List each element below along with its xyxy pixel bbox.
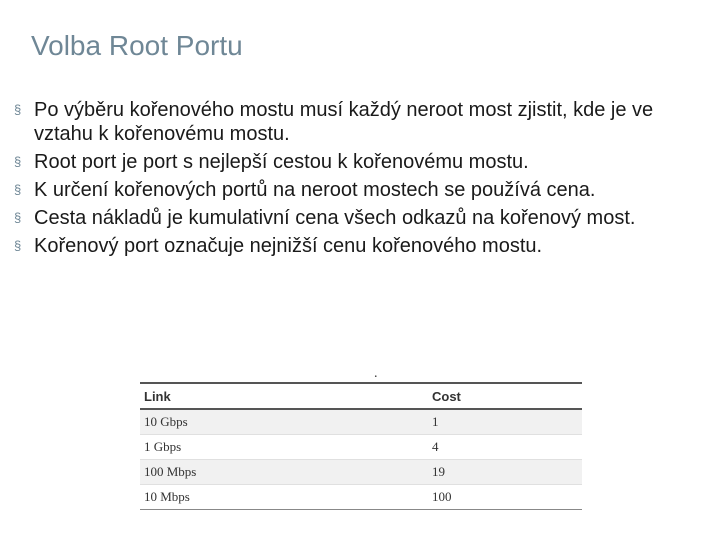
- bullet-item: [14, 234, 714, 258]
- bullet-marker-icon: §: [14, 182, 22, 197]
- table-row: [140, 409, 582, 435]
- bullet-marker-icon: §: [14, 154, 22, 169]
- cell-link: 10 Gbps: [140, 409, 428, 435]
- cost-table: [140, 382, 582, 510]
- cost-table-figure: [140, 366, 582, 520]
- bullet-list: [14, 98, 714, 262]
- cell-link: 100 Mbps: [140, 460, 428, 485]
- cell-cost: 4: [428, 435, 582, 460]
- bullet-item: [14, 178, 714, 202]
- bullet-marker-icon: §: [14, 102, 22, 117]
- table-dot-mark: .: [374, 366, 378, 381]
- bullet-text: Po výběru kořenového mostu musí každý neroot most zjistit, kde je ve vztahu k kořenovému mostu.: [34, 99, 654, 145]
- cell-cost: 100: [428, 485, 582, 510]
- bullet-text: Root port je port s nejlepší cestou k kořenovému mostu.: [34, 151, 529, 173]
- table-row: [140, 435, 582, 460]
- header-link: Link: [140, 383, 428, 409]
- bullet-marker-icon: §: [14, 210, 22, 225]
- header-cost: Cost: [428, 383, 582, 409]
- bullet-item: [14, 206, 714, 230]
- bullet-item: [14, 98, 714, 146]
- table-row: [140, 485, 582, 510]
- bullet-text: Kořenový port označuje nejnižší cenu kořenového mostu.: [34, 235, 543, 257]
- cell-link: 1 Gbps: [140, 435, 428, 460]
- bullet-text: K určení kořenových portů na neroot mostech se používá cena.: [34, 179, 596, 201]
- cell-cost: 1: [428, 409, 582, 435]
- bullet-text: Cesta nákladů je kumulativní cena všech odkazů na kořenový most.: [34, 207, 636, 229]
- cell-cost: 19: [428, 460, 582, 485]
- table-header-row: [140, 383, 582, 409]
- table-row: [140, 460, 582, 485]
- cell-link: 10 Mbps: [140, 485, 428, 510]
- bullet-marker-icon: §: [14, 238, 22, 253]
- bullet-item: [14, 150, 714, 174]
- slide-title: Volba Root Portu: [31, 30, 243, 61]
